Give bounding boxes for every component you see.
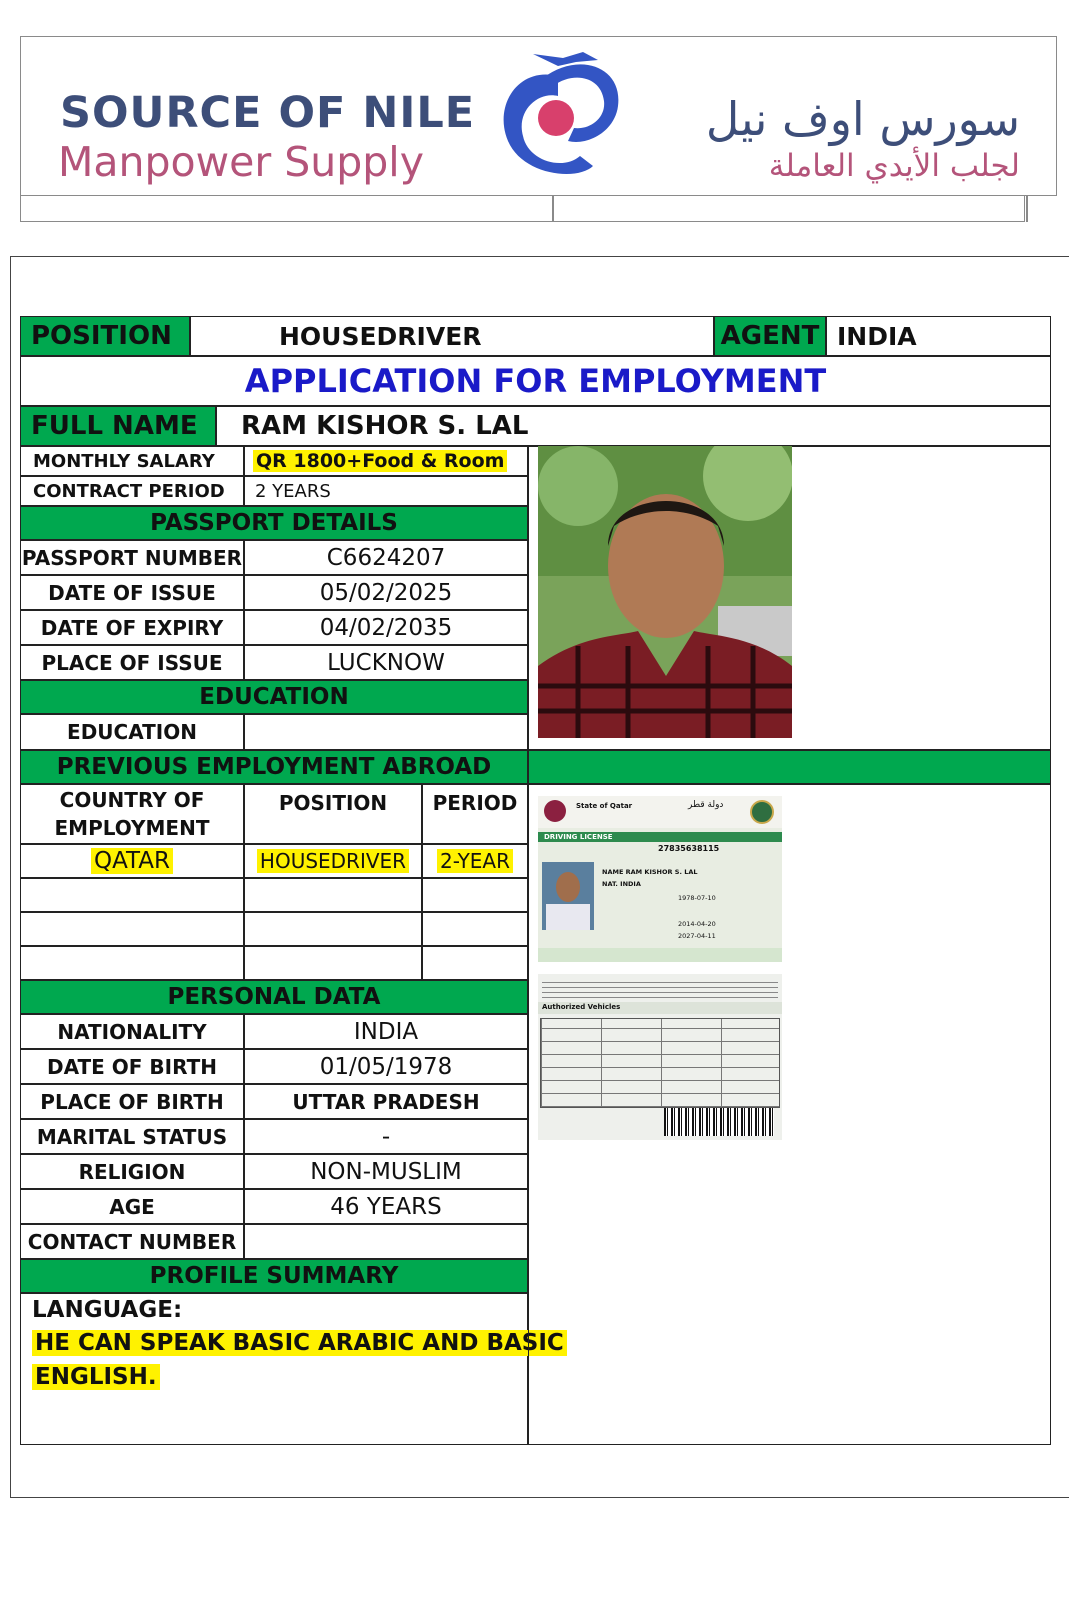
company-name-en: SOURCE OF NILE [60,88,476,138]
employment-empty-row [244,878,422,912]
salary-highlight: QR 1800+Food & Room [253,450,507,472]
license-number: 27835638115 [658,844,720,853]
contact-number-value [244,1224,528,1259]
agent-value: INDIA [826,316,1051,356]
barcode-icon [664,1108,774,1136]
employment-empty-row [422,946,528,980]
license-state-en: State of Qatar [576,802,633,810]
position-value: HOUSEDRIVER [190,316,714,356]
personal-heading: PERSONAL DATA [20,980,528,1014]
nationality-label: NATIONALITY [20,1014,244,1049]
education-heading: EDUCATION [20,680,528,714]
driving-license-front [538,796,782,962]
place-of-issue-label: PLACE OF ISSUE [20,645,244,680]
form-title: APPLICATION FOR EMPLOYMENT [20,356,1051,406]
full-name-value: RAM KISHOR S. LAL [216,406,1051,446]
place-of-birth-label: PLACE OF BIRTH [20,1084,244,1119]
profile-heading: PROFILE SUMMARY [20,1259,528,1293]
company-tagline-ar: لجلب الأيدي العاملة [768,148,1020,184]
date-of-issue-value: 05/02/2025 [244,575,528,610]
company-logo [488,46,638,186]
employment-period [422,844,528,878]
contact-number-label: CONTACT NUMBER [20,1224,244,1259]
col-country-header: COUNTRY OF EMPLOYMENT [20,784,244,844]
employment-empty-row [20,946,244,980]
employment-heading: PREVIOUS EMPLOYMENT ABROAD [20,750,528,784]
letterhead-strip [20,196,1025,222]
language-highlight: ENGLISH. [32,1364,160,1390]
agent-label: AGENT [714,316,826,356]
employment-empty-row [244,912,422,946]
dob-label: DATE OF BIRTH [20,1049,244,1084]
date-of-expiry-value: 04/02/2035 [244,610,528,645]
date-of-expiry-label: DATE OF EXPIRY [20,610,244,645]
religion-value: NON-MUSLIM [244,1154,528,1189]
photo-foliage [538,446,618,526]
license-state-ar: دولة قطر [688,800,724,810]
license-validity: 2027-04-11 [678,932,716,940]
license-name: NAME RAM KISHOR S. LAL [602,868,698,876]
logo-bird [533,52,598,66]
contract-label: CONTRACT PERIOD [20,476,244,506]
passport-number-value: C6624207 [244,540,528,575]
employment-empty-row [244,946,422,980]
place-of-issue-value: LUCKNOW [244,645,528,680]
employment-position [244,844,422,878]
passport-heading: PASSPORT DETAILS [20,506,528,540]
applicant-photo [538,446,792,738]
language-label: LANGUAGE: [32,1297,183,1323]
qatar-emblem-icon [544,800,566,822]
license-back-title: Authorized Vehicles [542,1003,621,1011]
full-name-label: FULL NAME [20,406,216,446]
position-label: POSITION [20,316,190,356]
employment-country-highlight: QATAR [91,848,173,874]
letterhead-divider [1026,196,1028,222]
license-photo [542,862,594,930]
salary-label: MONTHLY SALARY [20,446,244,476]
driving-license-back [538,974,782,1140]
education-label: EDUCATION [20,714,244,750]
company-name-ar: سورس اوف نيل [705,92,1020,146]
col-period-header: PERIOD [422,784,528,844]
age-label: AGE [20,1189,244,1224]
passport-number-label: PASSPORT NUMBER [20,540,244,575]
dob-value: 01/05/1978 [244,1049,528,1084]
vehicle-category-grid [540,1018,780,1108]
employment-empty-row [20,912,244,946]
employment-empty-row [422,878,528,912]
marital-status-value: - [244,1119,528,1154]
ministry-emblem-icon [750,800,774,824]
employment-country [20,844,244,878]
language-line-1 [32,1330,567,1356]
education-value [244,714,528,750]
religion-label: RELIGION [20,1154,244,1189]
license-back-text [542,980,778,998]
contract-value: 2 YEARS [244,476,528,506]
license-header [538,796,782,828]
marital-status-label: MARITAL STATUS [20,1119,244,1154]
employment-period-highlight: 2-YEAR [437,849,513,873]
employment-empty-row [422,912,528,946]
employment-heading-extension [528,750,1051,784]
col-position-header: POSITION [244,784,422,844]
company-tagline-en: Manpower Supply [58,138,424,186]
license-footer [538,948,782,962]
letterhead-divider [552,196,554,222]
license-issue: 2014-04-20 [678,920,716,928]
nationality-value: INDIA [244,1014,528,1049]
date-of-issue-label: DATE OF ISSUE [20,575,244,610]
license-title: DRIVING LICENSE [544,833,613,841]
license-dob: 1978-07-10 [678,894,716,902]
age-value: 46 YEARS [244,1189,528,1224]
language-highlight: HE CAN SPEAK BASIC ARABIC AND BASIC [32,1330,567,1356]
salary-value [244,446,528,476]
employment-empty-row [20,878,244,912]
employment-position-highlight: HOUSEDRIVER [257,849,409,873]
place-of-birth-value: UTTAR PRADESH [244,1084,528,1119]
language-line-2 [32,1364,160,1390]
logo-dot [538,100,574,136]
license-nationality: NAT. INDIA [602,880,641,888]
